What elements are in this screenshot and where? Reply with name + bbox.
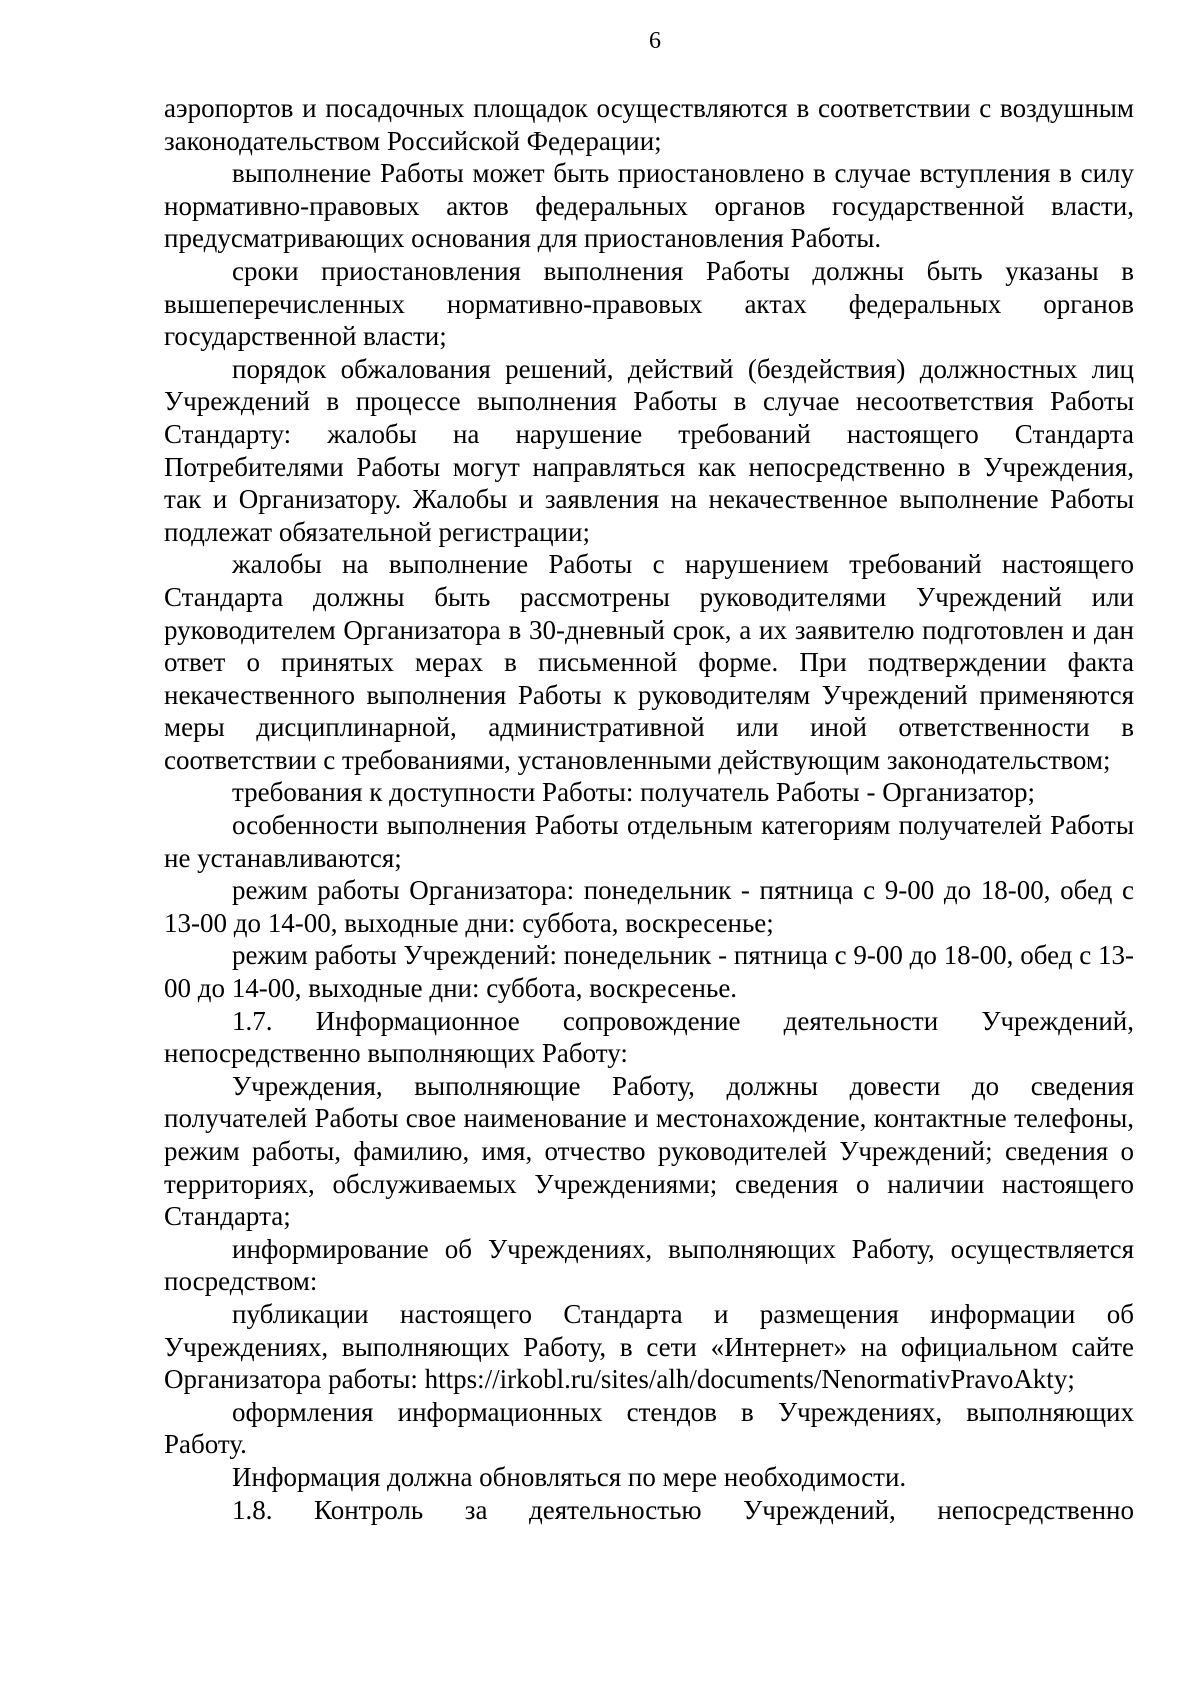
paragraph-appeal-procedure: порядок обжалования решений, действий (бездействия) должностных лиц Учреждений в процессе выполнения Работы в случае несоответствия Работы Стандарту: жалобы на нарушение требований настоящего Стандарта Потребителями Работы могут направляться как непосредственно в Учреждения, так и Организатору. Жалобы и заявления на некачественное выполнение Работы подлежат обязательной регистрации; <box>164 353 1134 547</box>
document-body <box>164 92 1134 1526</box>
paragraph-section-1-7: 1.7. Информационное сопровождение деятельности Учреждений, непосредственно выполняющих Работу: <box>164 1005 1134 1069</box>
paragraph-suspension: выполнение Работы может быть приостановлено в случае вступления в силу нормативно-правовых актов федеральных органов государственной власти, предусматривающих основания для приостановления Работы. <box>164 158 1134 254</box>
paragraph-institutions-inform: Учреждения, выполняющие Работу, должны довести до сведения получателей Работы свое наименование и местонахождение, контактные телефоны, режим работы, фамилию, имя, отчество руководителей Учреждений; сведения о территориях, обслуживаемых Учреждениями; сведения о наличии настоящего Стандарта; <box>164 1070 1134 1232</box>
paragraph-suspension-terms: сроки приостановления выполнения Работы должны быть указаны в вышеперечисленных нормативно-правовых актах федеральных органов государственной власти; <box>164 255 1134 352</box>
paragraph-institution-hours: режим работы Учреждений: понедельник - пятница с 9-00 до 18-00, обед с 13-00 до 14-00, выходные дни: суббота, воскресенье. <box>164 940 1134 1004</box>
paragraph-complaints: жалобы на выполнение Работы с нарушением требований настоящего Стандарта должны быть рассмотрены руководителями Учреждений или руководителем Организатора в 30-дневный срок, а их заявителю подготовлен и дан ответ о принятых мерах в письменной форме. При подтверждении факта некачественного выполнения Работы к руководителям Учреждений применяются меры дисциплинарной, административной или иной ответственности в соответствии с требованиями, установленными действующим законодательством; <box>164 549 1134 775</box>
paragraph-publication: публикации настоящего Стандарта и размещения информации об Учреждениях, выполняющих Работу, в сети «Интернет» на официальном сайте Организатора работы: https://irkobl.ru/sites/alh/documents/NenormativPravoAkty; <box>164 1298 1134 1395</box>
paragraph-section-1-8: 1.8. Контроль за деятельностью Учреждений, непосредственно <box>232 1494 1134 1525</box>
paragraph-accessibility: требования к доступности Работы: получатель Работы - Организатор; <box>232 777 1036 808</box>
page-number: 6 <box>649 28 661 54</box>
paragraph-informing: информирование об Учреждениях, выполняющих Работу, осуществляется посредством: <box>164 1233 1134 1297</box>
paragraph-stands: оформления информационных стендов в Учреждениях, выполняющих Работу. <box>164 1396 1134 1460</box>
paragraph-update: Информация должна обновляться по мере необходимости. <box>232 1461 907 1492</box>
paragraph-organizer-hours: режим работы Организатора: понедельник - пятница с 9-00 до 18-00, обед с 13-00 до 14-00, выходные дни: суббота, воскресенье; <box>164 875 1134 938</box>
paragraph-categories: особенности выполнения Работы отдельным категориям получателей Работы не устанавливаются; <box>164 810 1134 873</box>
paragraph-airports: аэропортов и посадочных площадок осуществляются в соответствии с воздушным законодательством Российской Федерации; <box>164 93 1134 156</box>
